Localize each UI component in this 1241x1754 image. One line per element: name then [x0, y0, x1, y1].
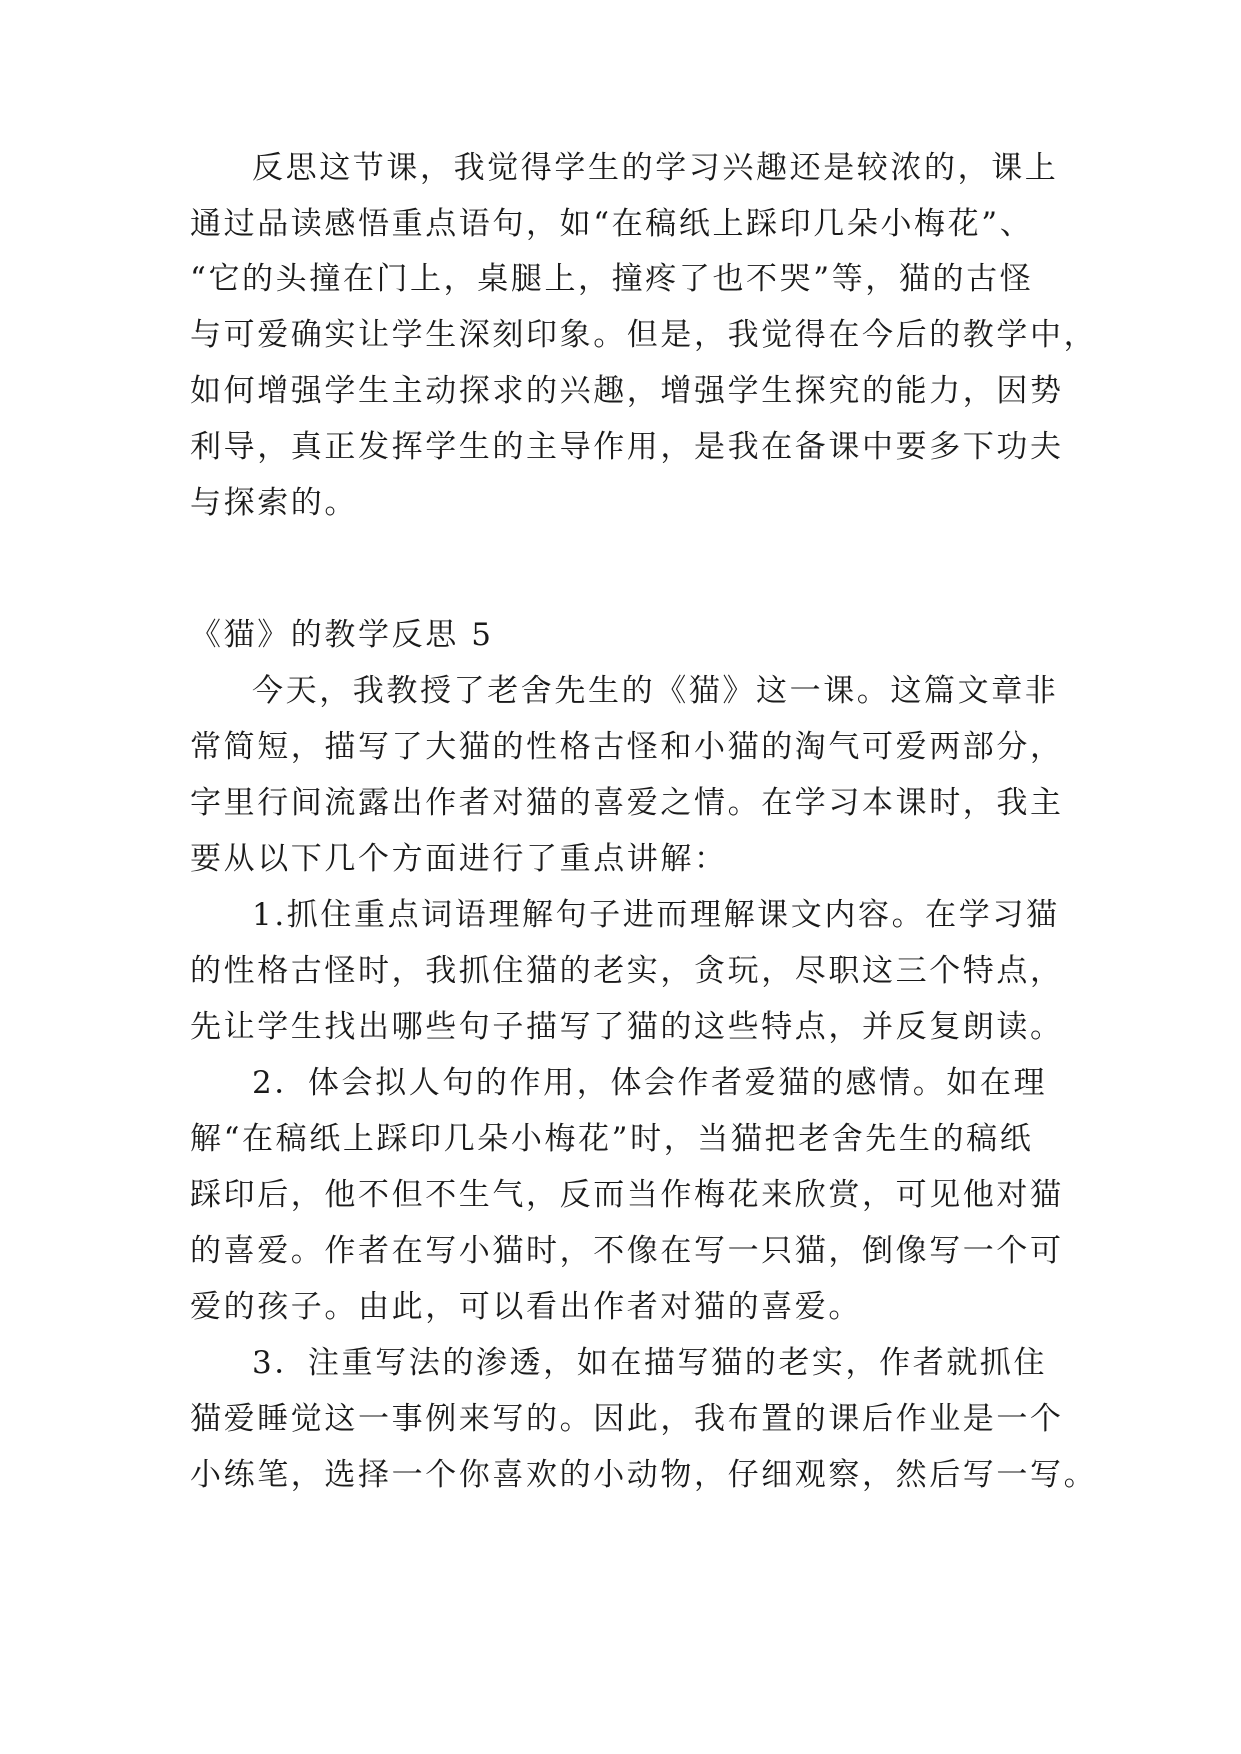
point-1-line-2: 的性格古怪时，我抓住猫的老实，贪玩，尽职这三个特点，: [190, 953, 1064, 989]
point-2-line-1: 2．体会拟人句的作用，体会作者爱猫的感情。如在理: [252, 1065, 1048, 1101]
paragraph-1-line-4: 与可爱确实让学生深刻印象。但是，我觉得在今后的教学中，: [190, 317, 1098, 353]
point-2-line-4: 的喜爱。作者在写小猫时，不像在写一只猫，倒像写一个可: [190, 1233, 1064, 1269]
paragraph-2-line-4: 要从以下几个方面进行了重点讲解：: [190, 841, 728, 877]
point-3-line-2: 猫爱睡觉这一事例来写的。因此，我布置的课后作业是一个: [190, 1401, 1064, 1437]
paragraph-2-line-2: 常简短，描写了大猫的性格古怪和小猫的淘气可爱两部分，: [190, 729, 1064, 765]
paragraph-2-line-1: 今天，我教授了老舍先生的《猫》这一课。这篇文章非: [252, 673, 1059, 709]
point-1-line-3: 先让学生找出哪些句子描写了猫的这些特点，并反复朗读。: [190, 1009, 1064, 1045]
paragraph-1-line-1: 反思这节课，我觉得学生的学习兴趣还是较浓的，课上: [252, 150, 1059, 186]
point-2-line-3: 踩印后，他不但不生气，反而当作梅花来欣赏，可见他对猫: [190, 1177, 1064, 1213]
paragraph-1-line-2: 通过品读感悟重点语句，如“在稿纸上踩印几朵小梅花”、: [190, 206, 1034, 242]
paragraph-1-line-6: 利导，真正发挥学生的主导作用，是我在备课中要多下功夫: [190, 429, 1064, 465]
paragraph-1-line-3: “它的头撞在门上，桌腿上，撞疼了也不哭”等，猫的古怪: [190, 261, 1034, 297]
point-2-line-5: 爱的孩子。由此，可以看出作者对猫的喜爱。: [190, 1289, 862, 1325]
paragraph-1-line-5: 如何增强学生主动探求的兴趣，增强学生探究的能力，因势: [190, 373, 1064, 409]
point-1-line-1: 1.抓住重点词语理解句子进而理解课文内容。在学习猫: [252, 897, 1060, 933]
point-3-line-1: 3．注重写法的渗透，如在描写猫的老实，作者就抓住: [252, 1345, 1048, 1381]
point-3-line-3: 小练笔，选择一个你喜欢的小动物，仔细观察，然后写一写。: [190, 1457, 1098, 1493]
paragraph-1-line-7: 与探索的。: [190, 485, 358, 521]
point-2-line-2: 解“在稿纸上踩印几朵小梅花”时，当猫把老舍先生的稿纸: [190, 1121, 1034, 1157]
paragraph-2-line-3: 字里行间流露出作者对猫的喜爱之情。在学习本课时，我主: [190, 785, 1064, 821]
section-heading: 《猫》的教学反思 5: [190, 617, 494, 653]
